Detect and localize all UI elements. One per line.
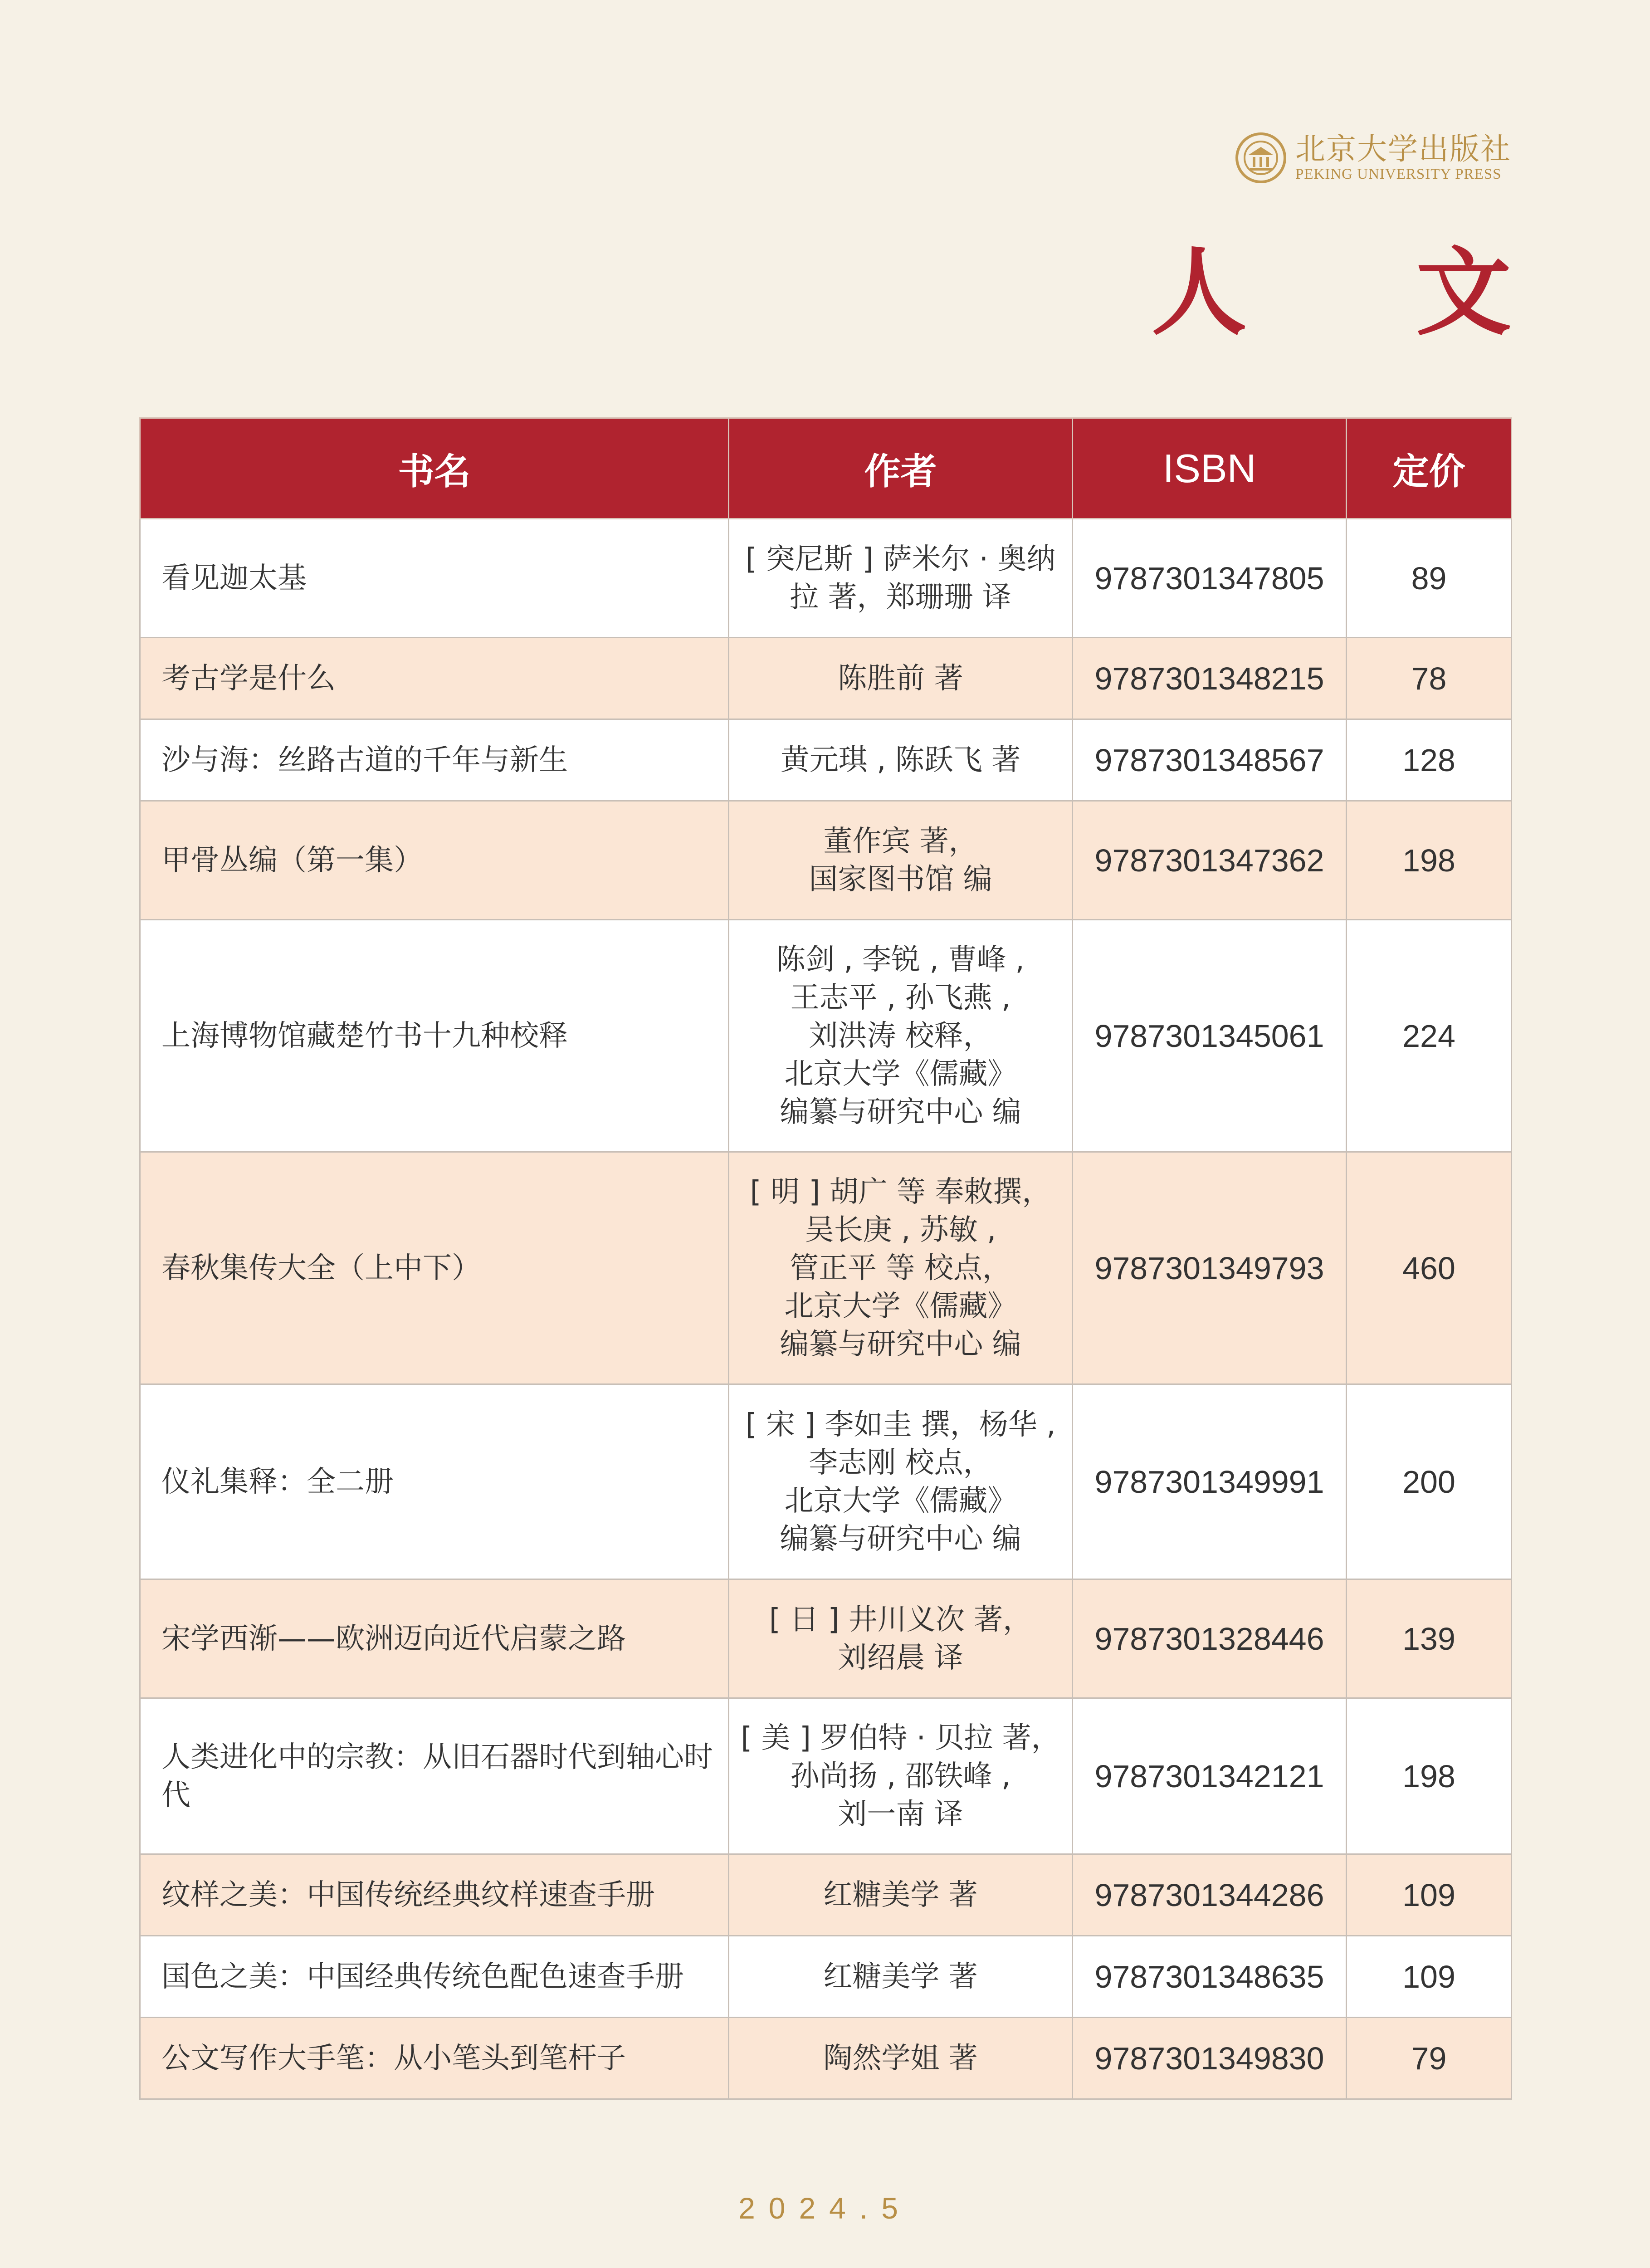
book-author xyxy=(729,920,1073,1152)
book-price: 89 xyxy=(1347,519,1512,638)
table-row xyxy=(140,719,1512,801)
author-line: 刘一南 译 xyxy=(838,1797,963,1831)
author-line: [ 宋 ] 李如圭 撰，杨华 , xyxy=(745,1408,1056,1442)
table-row xyxy=(140,1152,1512,1384)
book-isbn: 9787301348567 xyxy=(1073,719,1347,801)
author-line: 刘洪涛 校释， xyxy=(809,1019,992,1053)
book-isbn: 9787301348215 xyxy=(1073,638,1347,719)
book-title: 春秋集传大全（上中下） xyxy=(140,1152,729,1384)
book-isbn: 9787301342121 xyxy=(1073,1698,1347,1854)
book-price: 198 xyxy=(1347,801,1512,920)
book-price: 78 xyxy=(1347,638,1512,719)
author-line: 陈胜前 著 xyxy=(838,661,963,695)
book-title: 看见迦太基 xyxy=(140,519,729,638)
book-isbn: 9787301347362 xyxy=(1073,801,1347,920)
book-title: 考古学是什么 xyxy=(140,638,729,719)
author-line: [ 明 ] 胡广 等 奉敕撰， xyxy=(750,1175,1051,1209)
book-title: 国色之美：中国经典传统色配色速查手册 xyxy=(140,1936,729,2018)
book-price: 198 xyxy=(1347,1698,1512,1854)
author-line: 王志平 , 孙飞燕 , xyxy=(790,981,1011,1015)
table-row xyxy=(140,2018,1512,2099)
book-author xyxy=(729,519,1073,638)
author-line: [ 日 ] 井川义次 著， xyxy=(769,1603,1032,1637)
book-author xyxy=(729,1384,1073,1579)
book-price: 128 xyxy=(1347,719,1512,801)
author-line: [ 美 ] 罗伯特 · 贝拉 著， xyxy=(741,1721,1060,1755)
book-price: 224 xyxy=(1347,920,1512,1152)
book-author xyxy=(729,2018,1073,2099)
book-isbn: 9787301349793 xyxy=(1073,1152,1347,1384)
book-author xyxy=(729,719,1073,801)
header-author: 作者 xyxy=(729,418,1073,519)
author-line: 陈剑 , 李锐 , 曹峰 , xyxy=(776,943,1025,977)
author-line: 北京大学《儒藏》 xyxy=(784,1057,1017,1091)
author-line: 陶然学姐 著 xyxy=(823,2041,978,2075)
book-title: 公文写作大手笔：从小笔头到笔杆子 xyxy=(140,2018,729,2099)
book-author xyxy=(729,801,1073,920)
table-row xyxy=(140,1579,1512,1698)
author-line: 董作宾 著， xyxy=(823,824,978,858)
book-price: 109 xyxy=(1347,1854,1512,1936)
table-header-row xyxy=(140,418,1512,519)
book-isbn: 9787301347805 xyxy=(1073,519,1347,638)
book-price: 460 xyxy=(1347,1152,1512,1384)
author-line: 红糖美学 著 xyxy=(823,1878,978,1912)
table-row xyxy=(140,1936,1512,2018)
footer-date: 2024.5 xyxy=(738,2191,912,2225)
book-author xyxy=(729,638,1073,719)
book-title: 宋学西渐——欧洲迈向近代启蒙之路 xyxy=(140,1579,729,1698)
book-price: 79 xyxy=(1347,2018,1512,2099)
author-line: 编纂与研究中心 编 xyxy=(780,1095,1021,1129)
book-isbn: 9787301348635 xyxy=(1073,1936,1347,2018)
table-row xyxy=(140,519,1512,638)
book-price: 139 xyxy=(1347,1579,1512,1698)
book-author xyxy=(729,1854,1073,1936)
book-author xyxy=(729,1936,1073,2018)
header-title: 书名 xyxy=(140,418,729,519)
page-title: 人 文 xyxy=(1151,236,1579,348)
author-line: 吴长庚 , 苏敏 , xyxy=(805,1213,996,1247)
author-line: [ 突尼斯 ] 萨米尔 · 奥纳 xyxy=(745,542,1056,576)
book-title: 沙与海：丝路古道的千年与新生 xyxy=(140,719,729,801)
table-row xyxy=(140,801,1512,920)
table-row xyxy=(140,1698,1512,1854)
table-body xyxy=(140,519,1512,2099)
book-isbn: 9787301328446 xyxy=(1073,1579,1347,1698)
author-line: 红糖美学 著 xyxy=(823,1960,978,1994)
author-line: 刘绍晨 译 xyxy=(838,1641,963,1675)
book-price: 200 xyxy=(1347,1384,1512,1579)
book-title: 纹样之美：中国传统经典纹样速查手册 xyxy=(140,1854,729,1936)
book-author xyxy=(729,1698,1073,1854)
book-title: 甲骨丛编（第一集） xyxy=(140,801,729,920)
author-line: 北京大学《儒藏》 xyxy=(784,1484,1017,1518)
book-isbn: 9787301345061 xyxy=(1073,920,1347,1152)
table-row xyxy=(140,1854,1512,1936)
book-author xyxy=(729,1579,1073,1698)
author-line: 北京大学《儒藏》 xyxy=(784,1289,1017,1323)
author-line: 编纂与研究中心 编 xyxy=(780,1327,1021,1361)
author-line: 国家图书馆 编 xyxy=(809,862,992,896)
table-row xyxy=(140,638,1512,719)
book-isbn: 9787301344286 xyxy=(1073,1854,1347,1936)
author-line: 黄元琪 , 陈跃飞 著 xyxy=(780,743,1021,777)
author-line: 孙尚扬 , 邵铁峰 , xyxy=(790,1759,1011,1793)
table-row xyxy=(140,920,1512,1152)
university-emblem-icon xyxy=(1235,132,1286,183)
author-line: 拉 著，郑珊珊 译 xyxy=(790,580,1011,614)
header-price: 定价 xyxy=(1347,418,1512,519)
publisher-logo xyxy=(1235,132,1511,183)
book-isbn: 9787301349830 xyxy=(1073,2018,1347,2099)
book-author xyxy=(729,1152,1073,1384)
book-isbn: 9787301349991 xyxy=(1073,1384,1347,1579)
author-line: 编纂与研究中心 编 xyxy=(780,1522,1021,1556)
author-line: 李志刚 校点， xyxy=(809,1446,992,1480)
author-line: 管正平 等 校点， xyxy=(790,1251,1011,1285)
publisher-name-en: PEKING UNIVERSITY PRESS xyxy=(1295,166,1502,182)
book-title: 人类进化中的宗教：从旧石器时代到轴心时代 xyxy=(140,1698,729,1854)
book-catalog-table xyxy=(139,417,1512,2100)
book-title: 仪礼集释：全二册 xyxy=(140,1384,729,1579)
publisher-name: 北京大学出版社 xyxy=(1295,132,1511,166)
header-isbn: ISBN xyxy=(1073,418,1347,519)
table-row xyxy=(140,1384,1512,1579)
book-title: 上海博物馆藏楚竹书十九种校释 xyxy=(140,920,729,1152)
book-price: 109 xyxy=(1347,1936,1512,2018)
